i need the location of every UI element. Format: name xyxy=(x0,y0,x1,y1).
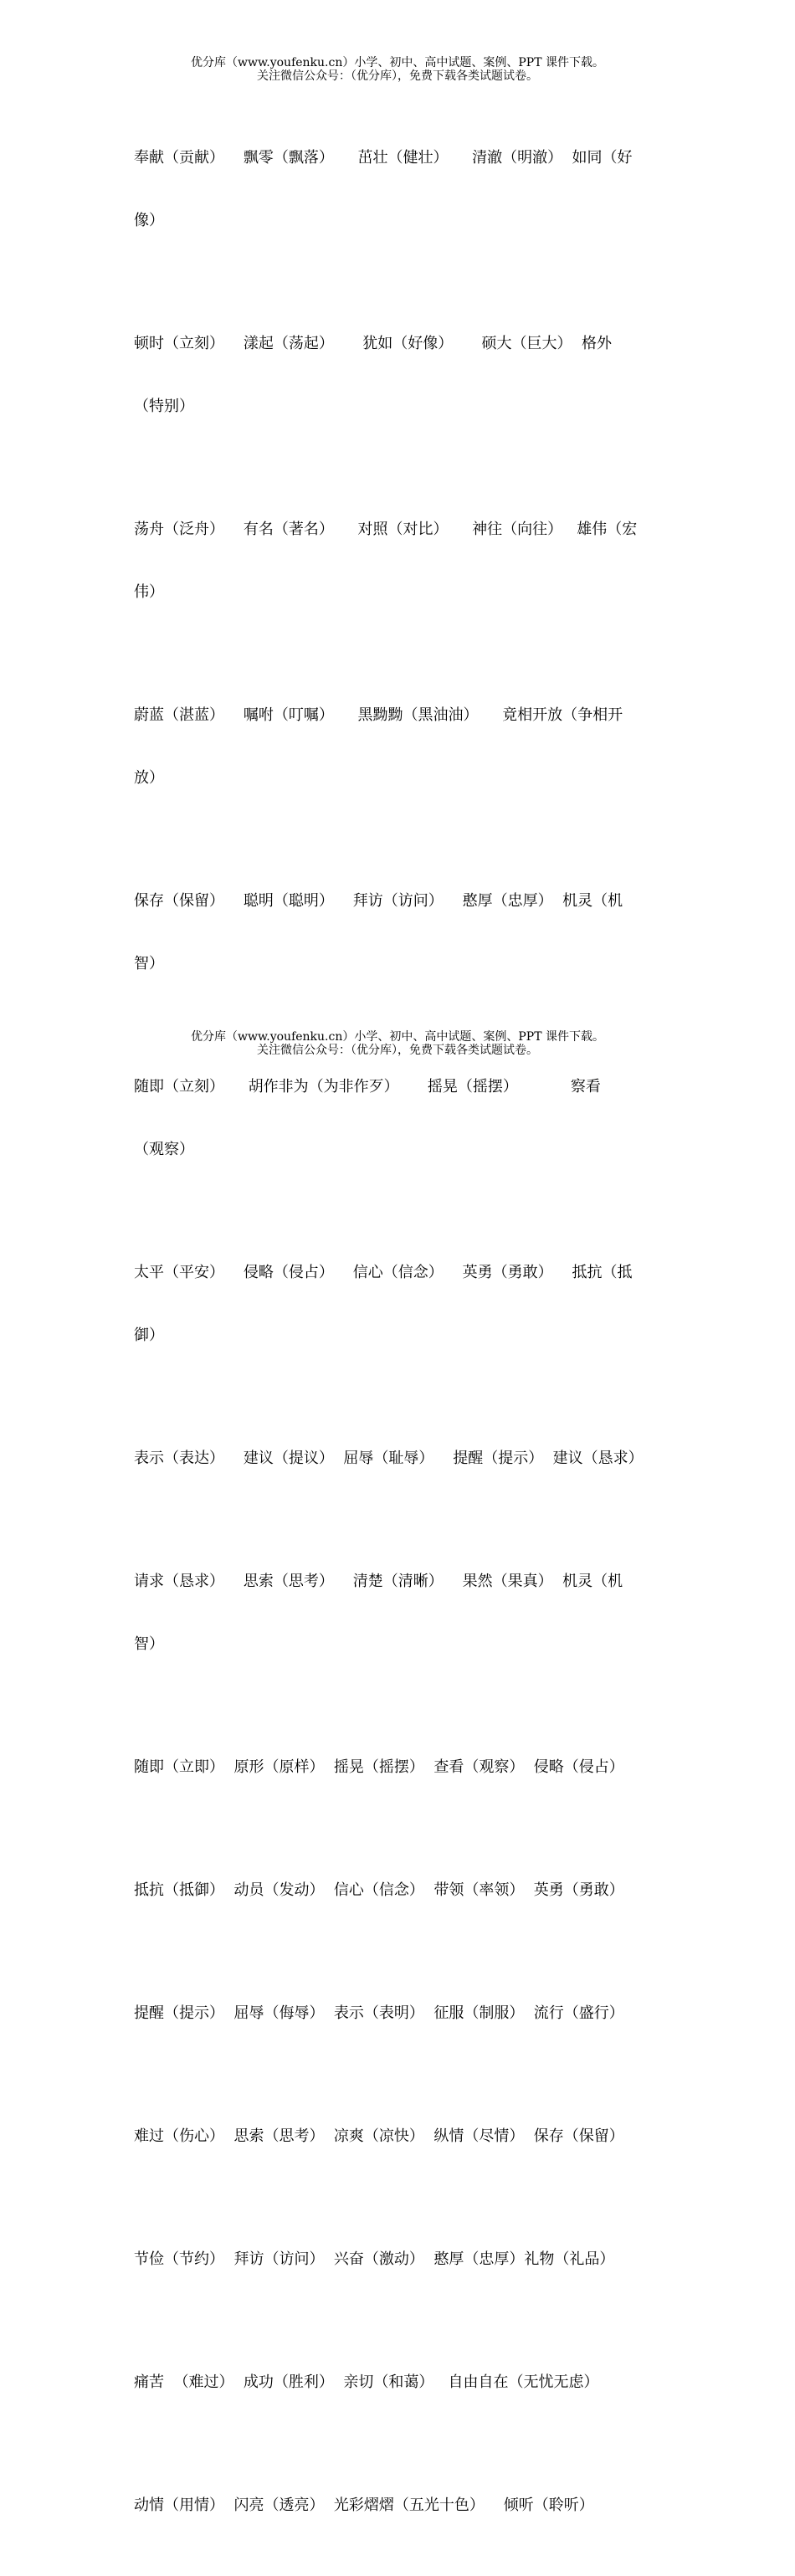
word-group-15 xyxy=(134,2330,669,2435)
word-group-3 xyxy=(134,477,669,644)
page-footer xyxy=(0,1030,795,1057)
word-group-line: 顿时（立刻） 漾起（荡起） 犹如（好像） 硕大（巨大） 格外 xyxy=(134,335,612,352)
footer-line-1: 优分库（www.youfenku.cn）小学、初中、高中试题、案例、PPT 课件下载。 xyxy=(190,1030,604,1044)
word-group-line: （特别） xyxy=(134,398,194,415)
word-list xyxy=(134,105,669,2576)
header-line-2: 关注微信公众号：（优分库），免费下载各类试题试卷。 xyxy=(257,69,538,83)
word-group-16 xyxy=(134,2453,669,2558)
word-group-line: （观察） xyxy=(134,1141,194,1158)
word-group-4 xyxy=(134,663,669,830)
word-group-line: 太平（平安） 侵略（侵占） 信心（信念） 英勇（勇敢） 抵抗（抵 xyxy=(134,1264,633,1281)
word-group-line: 随即（立刻） 胡作非为（为非作歹） 摇晃（摇摆） 察看 xyxy=(134,1078,601,1096)
word-group-line: 智） xyxy=(134,1635,164,1653)
footer-line-2: 关注微信公众号：（优分库），免费下载各类试题试卷。 xyxy=(257,1044,538,1057)
page-header xyxy=(0,56,795,83)
word-group-line: 随即（立即） 原形（原样） 摇晃（摇摆） 查看（观察） 侵略（侵占） xyxy=(134,1758,624,1776)
word-group-13 xyxy=(134,2084,669,2189)
word-group-8 xyxy=(134,1406,669,1511)
word-group-line: 痛苦 （难过） 成功（胜利） 亲切（和蔼） 自由自在（无忧无虑） xyxy=(134,2373,599,2391)
header-line-1: 优分库（www.youfenku.cn）小学、初中、高中试题、案例、PPT 课件下载。 xyxy=(190,56,604,69)
word-group-line: 智） xyxy=(134,955,164,972)
word-group-line: 伟） xyxy=(134,583,164,601)
word-group-line: 蔚蓝（湛蓝） 嘱咐（叮嘱） 黑黝黝（黑油油） 竟相开放（争相开 xyxy=(134,706,623,724)
word-group-7 xyxy=(134,1220,669,1388)
word-group-line: 节俭（节约） 拜访（访问） 兴奋（激动） 憨厚（忠厚）礼物（礼品） xyxy=(134,2250,615,2268)
word-group-line: 奉献（贡献） 飘零（飘落） 茁壮（健壮） 清澈（明澈） 如同（好 xyxy=(134,149,633,167)
word-group-14 xyxy=(134,2207,669,2312)
word-group-1 xyxy=(134,105,669,273)
word-group-5 xyxy=(134,849,669,1016)
word-group-11 xyxy=(134,1838,669,1942)
word-group-line: 表示（表达） 建议（提议） 屈辱（耻辱） 提醒（提示） 建议（恳求） xyxy=(134,1450,644,1467)
word-group-line: 动情（用情） 闪亮（透亮） 光彩熠熠（五光十色） 倾听（聆听） xyxy=(134,2496,594,2514)
word-group-line: 像） xyxy=(134,212,164,229)
word-group-line: 荡舟（泛舟） 有名（著名） 对照（对比） 神往（向往） 雄伟（宏 xyxy=(134,521,638,538)
word-group-line: 保存（保留） 聪明（聪明） 拜访（访问） 憨厚（忠厚） 机灵（机 xyxy=(134,892,623,910)
word-group-10 xyxy=(134,1715,669,1819)
word-group-line: 御） xyxy=(134,1326,164,1344)
word-group-line: 抵抗（抵御） 动员（发动） 信心（信念） 带领（率领） 英勇（勇敢） xyxy=(134,1881,624,1899)
word-group-line: 提醒（提示） 屈辱（侮辱） 表示（表明） 征服（制服） 流行（盛行） xyxy=(134,2004,624,2022)
word-group-line: 难过（伤心） 思索（思考） 凉爽（凉快） 纵情（尽情） 保存（保留） xyxy=(134,2127,624,2145)
word-group-line: 请求（恳求） 思索（思考） 清楚（清晰） 果然（果真） 机灵（机 xyxy=(134,1573,623,1590)
word-group-2 xyxy=(134,291,669,459)
word-group-line: 放） xyxy=(134,769,164,787)
word-group-9 xyxy=(134,1529,669,1696)
word-group-12 xyxy=(134,1961,669,2065)
word-group-6 xyxy=(134,1034,669,1202)
